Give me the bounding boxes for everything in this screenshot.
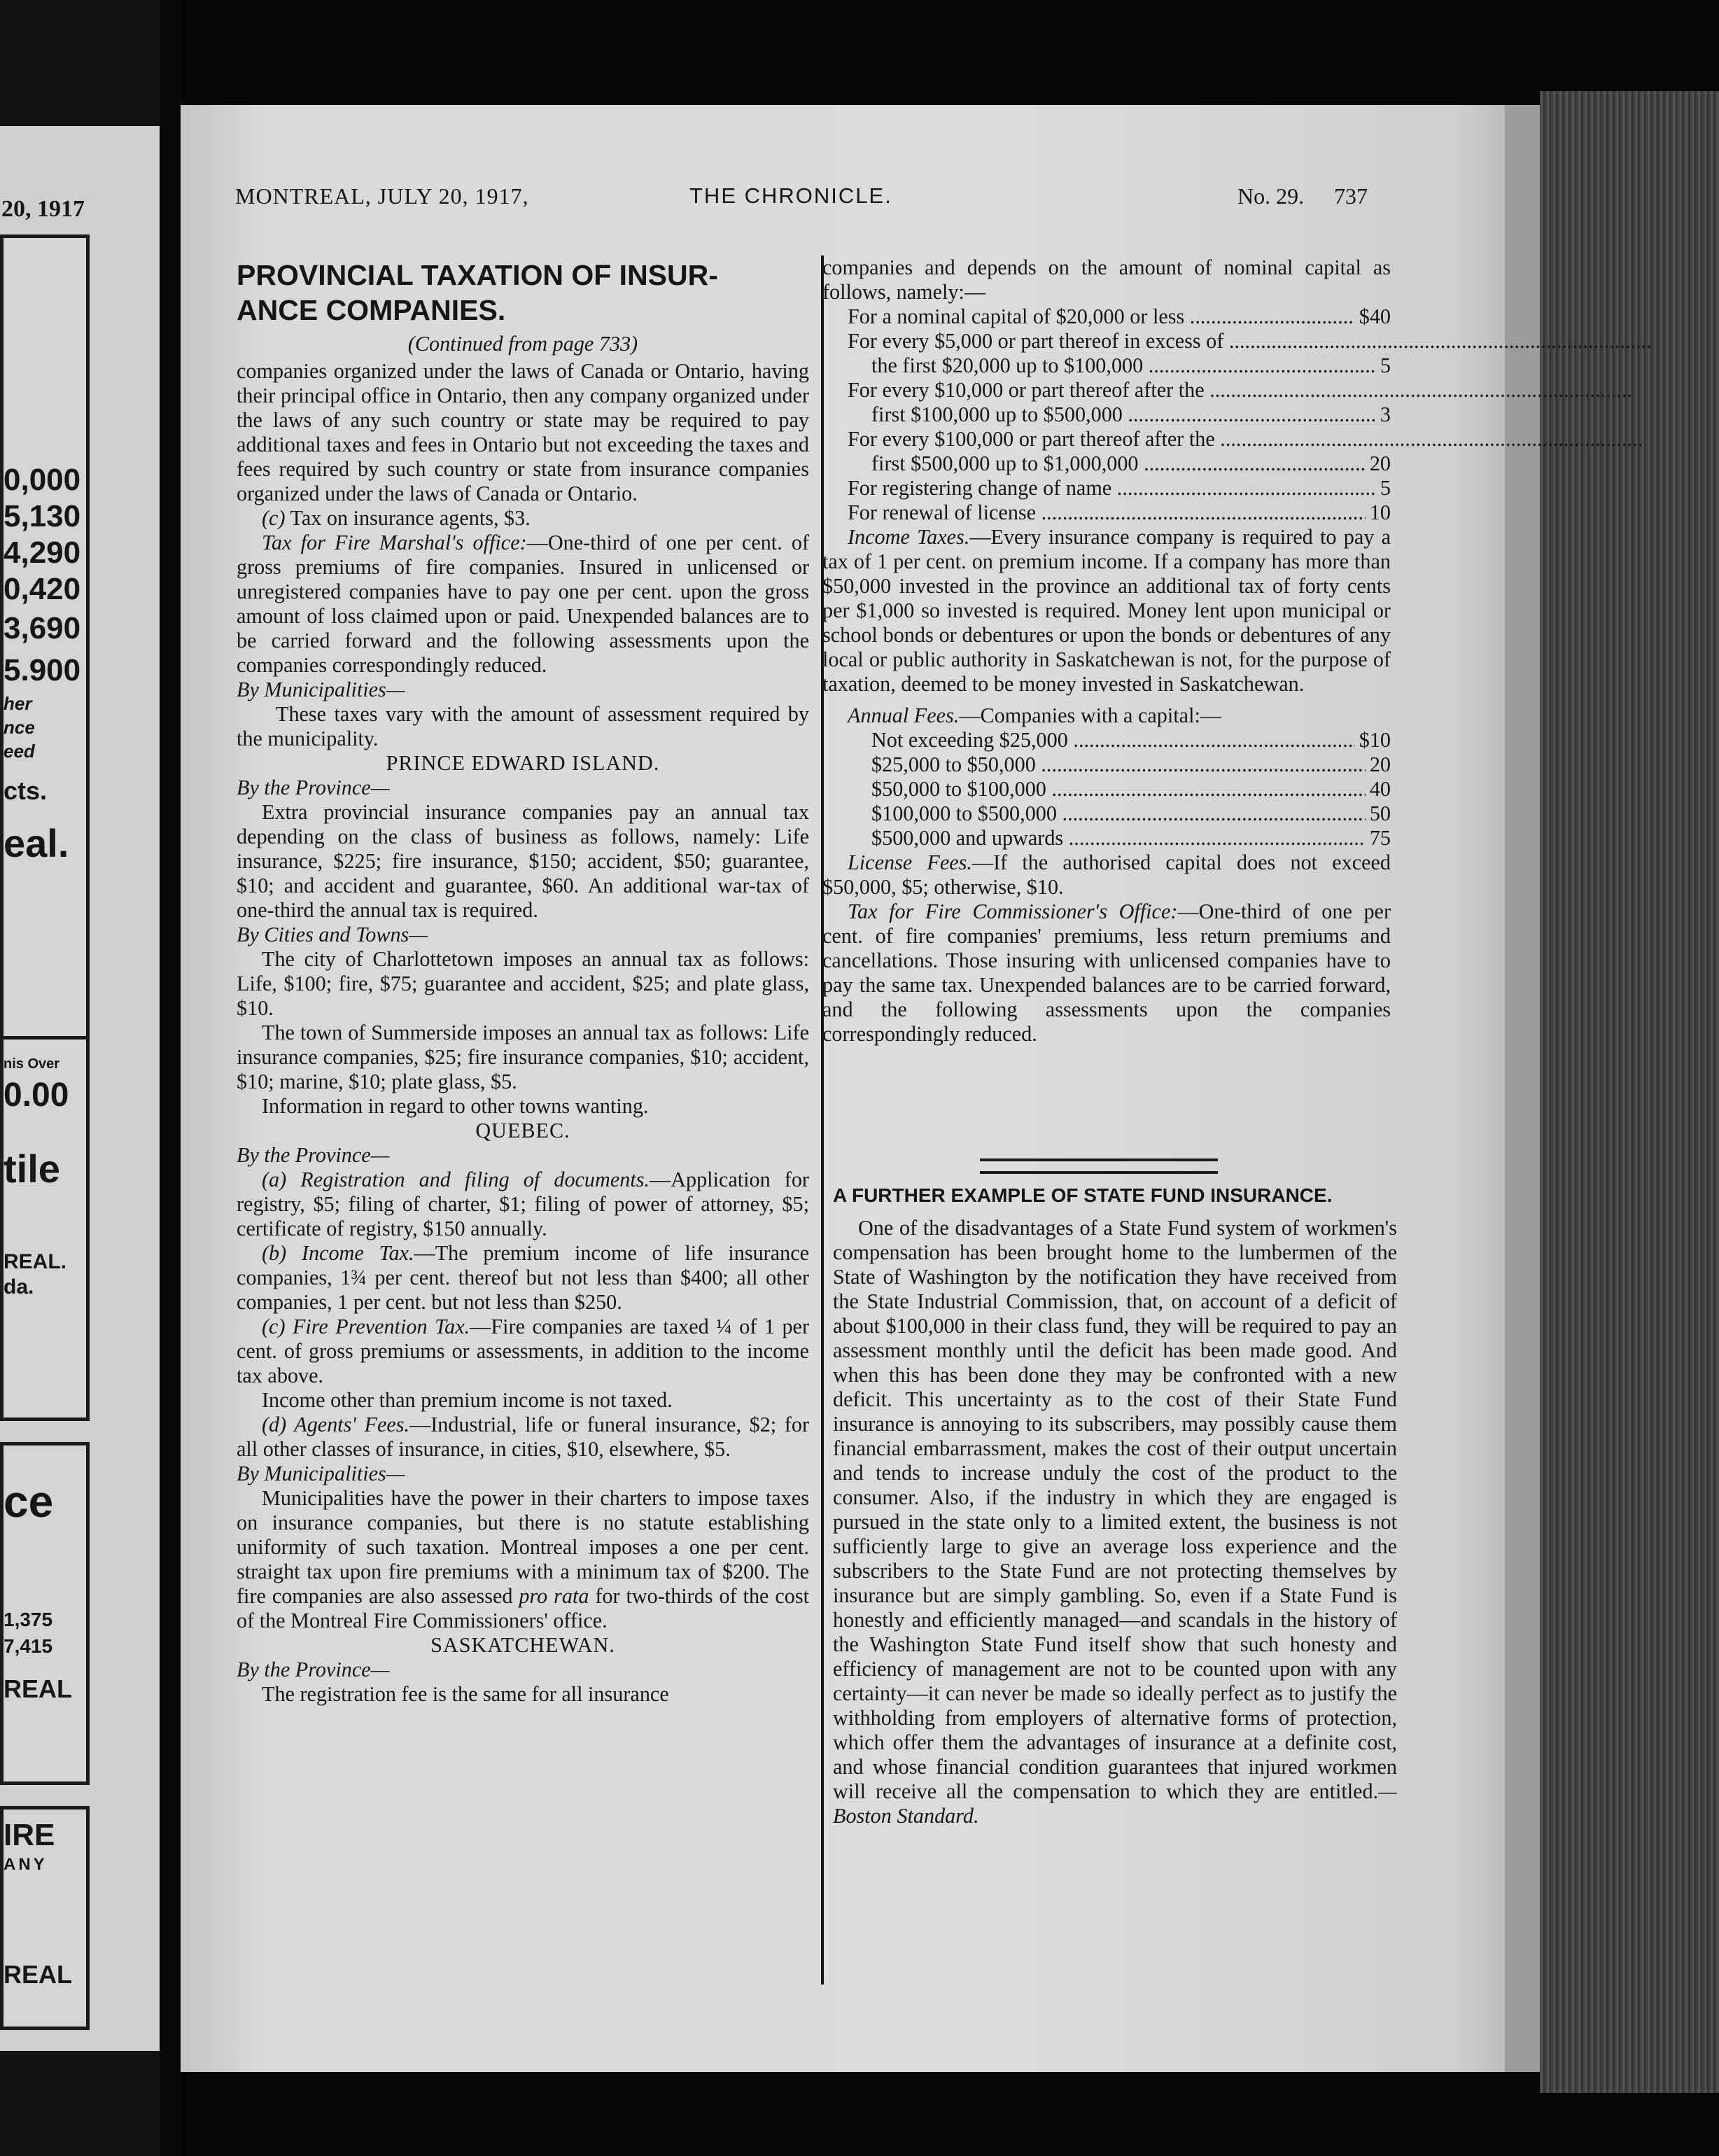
- header-dateline: MONTREAL, JULY 20, 1917,: [235, 183, 529, 209]
- fee-row: [871, 826, 1391, 850]
- paragraph: [237, 1486, 809, 1633]
- fee-label: $100,000 to $500,000 .....: [871, 802, 1366, 826]
- paragraph: [237, 1315, 809, 1388]
- fee-amount: $10: [1359, 728, 1391, 752]
- clause-label: (b) Income Tax.: [262, 1241, 414, 1265]
- paragraph: [237, 506, 809, 531]
- article-title: ANCE COMPANIES.: [237, 294, 506, 326]
- subheading: By the Province—: [237, 776, 390, 799]
- paragraph: Extra provincial insurance companies pay an annual tax depending on the class of business as follows, namely: Life insurance, $225; fire insurance, $150; accident, $50; guarantee, $10; and accident and guarantee, $60. An additional war-tax of one-third the annual tax is required.: [237, 800, 809, 922]
- paragraph: The town of Summerside imposes an annual tax as follows: Life insurance companies, $25; fire insurance companies, $10; accident, $10; marine, $10; plate glass, $5.: [237, 1021, 809, 1093]
- fee-row: [871, 802, 1391, 826]
- fee-row: [871, 728, 1391, 752]
- left-column: [237, 258, 809, 1707]
- prev-ad-text: REAL.: [3, 1250, 66, 1273]
- prev-ad-text: eed: [3, 741, 35, 762]
- fee-label: the first $20,000 up to $100,000 .....: [871, 354, 1376, 378]
- prev-ad-box-3: [0, 1442, 90, 1785]
- fee-row: [871, 752, 1391, 777]
- fee-amount: 75: [1369, 826, 1391, 850]
- clause-label: (d) Agents' Fees.: [262, 1413, 410, 1436]
- clause-label: Tax for Fire Marshal's office:: [262, 531, 527, 554]
- right-column: [822, 255, 1391, 1046]
- prev-ad-box-2: [0, 1036, 90, 1421]
- header-issue: No. 29.: [1237, 183, 1305, 209]
- clause-text: Tax on insurance agents, $3.: [285, 506, 531, 530]
- paragraph: [822, 525, 1391, 696]
- fee-amount: 5: [1380, 476, 1391, 500]
- prev-ad-figure: 1,375: [3, 1609, 53, 1630]
- subheading: By Cities and Towns—: [237, 923, 428, 946]
- prev-ad-text: her: [3, 693, 32, 714]
- clause-label: Income Taxes.: [848, 525, 970, 549]
- fee-row: [848, 402, 1391, 427]
- fee-row: [871, 777, 1391, 802]
- clause-text: —Companies with a capital:—: [959, 704, 1222, 727]
- fee-schedule: [822, 304, 1391, 525]
- paragraph: The city of Charlottetown imposes an annual tax as follows: Life, $100; fire, $75; guarantee and accident, $25; and plate glass, $10.: [237, 947, 809, 1020]
- article-body: One of the disadvantages of a State Fund system of workmen's compensation has been brought home to the lumbermen of the State of Washington by the notification they have received from the State Industrial Commission, that, on account of a deficit of about $100,000 in their class fund, they will be required to pay an assessment monthly until the deficit has been made good. And when this has been done they may be confronted with a new deficit. This uncertainty as to the cost of their State Fund insurance is annoying to its subscribers, may possibly cause them financial embarrassment, makes the cost of their output uncertain and tends to increase unduly the cost of the product to the consumer. Also, if the industry in which they are engaged is pursued in the state only to a limited extent, the business is not sufficiently large to give an average loss experience and the subscribers to the State Fund are not protecting themselves by insurance but are simply gambling. So, even if a State Fund is honestly and efficiently managed—and scandals in the history of the Washington State Fund itself show that such honesty and efficiency of management are not to be counted upon with any certainty—it can never be made so ideally perfect as to justify the withholding from employers of alternative forms of protection, which offer them the advantages of insurance at a definite cost, and whose financial condition guarantees that injured workmen will receive all the compensation to which they are entitled.: [833, 1216, 1397, 1803]
- fee-amount: 10: [1369, 500, 1391, 524]
- section-heading: QUEBEC.: [475, 1119, 570, 1142]
- clause-text: Municipalities have the power in their charters to impose taxes on insurance companies, but there is no statute establishing uniformity of such taxation. Montreal imposes a one per cent. straight tax upon fire premiums with a minimum tax of $200. The fire companies are also assessed: [237, 1486, 809, 1608]
- fee-label: For every $5,000 or part thereof in excess of .....: [848, 329, 1652, 354]
- fee-label: For every $10,000 or part thereof after the .....: [848, 378, 1632, 402]
- article-title: PROVINCIAL TAXATION OF INSUR-: [237, 259, 718, 291]
- clause-text: —Every insurance company is required to pay a tax of 1 per cent. on premium income. If a company has more than $50,000 invested in the province an additional tax of forty cents per $1,000 so invested is required. Money lent upon municipal or school bonds or debentures or upon the bonds or debentures of any local or public authority in Saskatchewan is not, for the purpose of taxation, deemed to be money invested in Saskatchewan.: [822, 525, 1391, 696]
- prev-ad-box-4: [0, 1806, 90, 2030]
- prev-ad-figure: 5,130: [3, 499, 81, 533]
- fee-amount: 5: [1380, 354, 1391, 377]
- double-rule-divider: [980, 1158, 1218, 1174]
- fee-label: first $100,000 up to $500,000 .....: [871, 402, 1376, 427]
- prev-ad-text: REAL: [3, 1960, 72, 1989]
- paragraph: companies and depends on the amount of nominal capital as follows, namely:—: [822, 255, 1391, 304]
- clause-text: for two-thirds of the cost of the Montreal Fire Commissioners' office.: [237, 1584, 809, 1632]
- prev-ad-text: nis Over: [3, 1056, 60, 1072]
- paragraph: [822, 899, 1391, 1046]
- fee-label: first $500,000 up to $1,000,000 .....: [871, 451, 1366, 476]
- paragraph: [822, 704, 1391, 728]
- prev-ad-text: da.: [3, 1275, 34, 1298]
- prev-ad-figure: 0,420: [3, 572, 81, 606]
- fee-label: Not exceeding $25,000 .....: [871, 728, 1355, 752]
- fee-row: [848, 304, 1391, 329]
- prev-ad-text: REAL: [3, 1674, 72, 1703]
- article-state-fund: [833, 1183, 1397, 1828]
- section-heading: PRINCE EDWARD ISLAND.: [386, 751, 660, 775]
- clause-label: (c) Fire Prevention Tax.: [262, 1315, 470, 1338]
- fee-row: [848, 500, 1391, 525]
- latin-phrase: pro rata: [519, 1584, 589, 1608]
- article-title: A FURTHER EXAMPLE OF STATE FUND INSURANCE.: [833, 1184, 1333, 1206]
- clause-text: —Application for registry, $5; filing of charter, $1; filing of power of attorney, $5; certificate of registry, $150 annually.: [237, 1168, 809, 1240]
- fee-amount: 40: [1369, 777, 1391, 801]
- fee-amount: $40: [1359, 304, 1391, 328]
- continued-note: (Continued from page 733): [407, 332, 638, 356]
- subheading: By the Province—: [237, 1143, 390, 1167]
- fee-amount: 3: [1380, 402, 1391, 426]
- prev-ad-figure: 0,000: [3, 463, 81, 497]
- fee-label: For every $100,000 or part thereof after the .....: [848, 427, 1643, 451]
- paragraph: Information in regard to other towns wanting.: [262, 1094, 649, 1118]
- paragraph: Income other than premium income is not taxed.: [262, 1388, 673, 1412]
- paragraph: companies organized under the laws of Canada or Ontario, having their principal office in Ontario, then any company organized under the laws of any such country or state may be required to pay additional taxes and fees in Ontario but not exceeding the taxes and fees required by such country or state from insurance companies organized under the laws of Canada or Ontario.: [237, 359, 809, 505]
- fee-amount: 20: [1369, 752, 1391, 776]
- previous-page: [0, 126, 169, 2051]
- paragraph: [237, 1241, 809, 1315]
- fee-row: [848, 427, 1391, 451]
- clause-text: —Fire companies are taxed ¼ of 1 per cent. of gross premiums or assessments, in addition to the income tax above.: [237, 1315, 810, 1387]
- clause-text: —One-third of one per cent. of gross premiums of fire companies. Insured in unlicensed or unregistered companies have to pay one per cent. upon the gross amount of loss claimed upon or paid. Unexpended balances are to be carried forward and the following assessments upon the companies correspondingly reduced.: [237, 531, 809, 677]
- fee-label: $25,000 to $50,000 .....: [871, 752, 1366, 777]
- fee-amount: 50: [1369, 802, 1391, 825]
- clause-label: License Fees.: [848, 850, 972, 874]
- prev-ad-text: ce: [3, 1476, 54, 1527]
- prev-ad-figure: 3,690: [3, 611, 81, 645]
- prev-ad-text: eal.: [3, 821, 69, 865]
- fee-row: [848, 451, 1391, 476]
- prev-ad-text: nce: [3, 717, 35, 738]
- subheading: By Municipalities—: [237, 678, 405, 701]
- subheading: By Municipalities—: [237, 1462, 405, 1485]
- prev-ad-figure: 0.00: [3, 1077, 69, 1114]
- clause-text: —One-third of one per cent. of fire companies' premiums, less return premiums and cancellations. Those insuring with unlicensed companies have to pay the same tax. Unexpended balances are to be carried forward, and the following assessments upon the companies correspondingly reduced.: [822, 899, 1391, 1046]
- paragraph: The registration fee is the same for all insurance: [262, 1682, 669, 1706]
- prev-ad-text: tile: [3, 1147, 60, 1191]
- clause-label: Annual Fees.: [848, 704, 960, 727]
- prev-ad-text: ANY: [3, 1855, 48, 1874]
- fee-amount: 20: [1369, 451, 1391, 475]
- fee-row: [848, 354, 1391, 378]
- prev-page-header: 20, 1917: [1, 196, 85, 222]
- fee-row: [848, 476, 1391, 500]
- paragraph: [237, 1413, 809, 1462]
- paragraph: [833, 1216, 1397, 1828]
- clause-label: (a) Registration and filing of documents.: [262, 1168, 650, 1191]
- fee-label: For a nominal capital of $20,000 or less .....: [848, 304, 1355, 329]
- clause-text: —If the authorised capital does not exceed $50,000, $5; otherwise, $10.: [822, 850, 1391, 899]
- clause-text: —The premium income of life insurance companies, 1¾ per cent. thereof but not less than $400; all other companies, 1 per cent. but not less than $250.: [237, 1241, 810, 1314]
- annual-fee-table: [822, 728, 1391, 850]
- book-gutter: [160, 0, 182, 2156]
- prev-ad-figure: 4,290: [3, 536, 81, 570]
- clause-text: —Industrial, life or funeral insurance, $2; for all other classes of insurance, in cities, $10, elsewhere, $5.: [237, 1413, 810, 1461]
- fee-label: For renewal of license .....: [848, 500, 1366, 525]
- section-heading: SASKATCHEWAN.: [430, 1633, 615, 1657]
- paragraph: These taxes vary with the amount of assessment required by the municipality.: [237, 702, 809, 750]
- clause-label: Tax for Fire Commissioner's Office:: [848, 899, 1178, 923]
- fee-label: $500,000 and upwards .....: [871, 826, 1366, 850]
- prev-ad-text: IRE: [3, 1818, 55, 1852]
- paragraph: [237, 531, 809, 678]
- header-masthead: THE CHRONICLE.: [689, 183, 892, 208]
- fee-row: [848, 378, 1391, 402]
- clause-label: (c): [262, 506, 286, 530]
- paragraph: [822, 850, 1391, 899]
- article-source: —Boston Standard.: [833, 1779, 1397, 1828]
- fee-row: [848, 329, 1391, 354]
- prev-ad-text: cts.: [3, 776, 48, 805]
- paragraph: [237, 1168, 809, 1241]
- fee-label: For registering change of name .....: [848, 476, 1376, 500]
- fee-label: $50,000 to $100,000 .....: [871, 777, 1366, 802]
- prev-ad-figure: 5.900: [3, 653, 81, 687]
- prev-ad-figure: 7,415: [3, 1635, 53, 1657]
- subheading: By the Province—: [237, 1658, 390, 1681]
- header-page-number: 737: [1334, 183, 1368, 209]
- prev-ad-box-1: [0, 234, 90, 1144]
